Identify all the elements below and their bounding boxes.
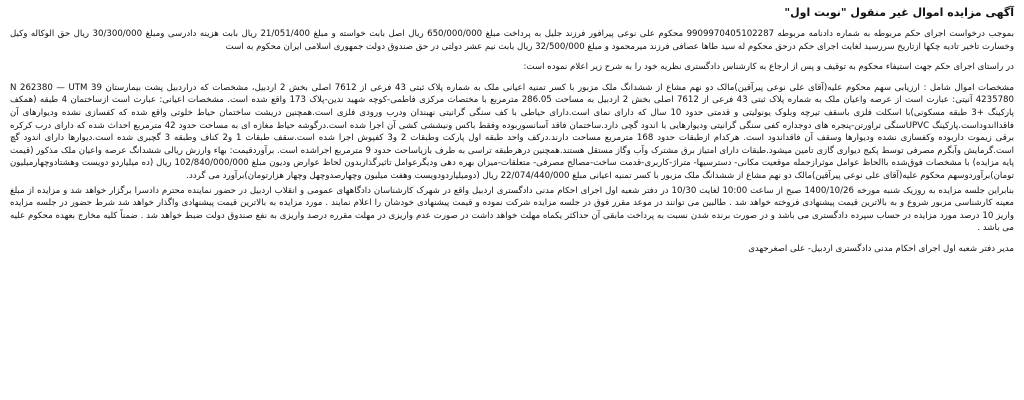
notice-paragraph-property: مشخصات اموال شامل : ارزیابی سهم محکوم علیه(آقای علی نوعی پیرآقین)مالک دو نهم مشاع از ششدانگ ملک مزبور با کسر تمنیه اعیانی ملک به شماره پلاک ثبتی 43 فرعی از 7612 اصلی بخش 2 اردبیل، مشخصات که دراردبیل پشت بیمارستان 39 N 262380 — UTM 4235780 آنیتی: عبارت است از عرصه واعیان ملک به شماره پلاک ثبتی 43 فرعی از 7612 اصلی بخش 2 اردبیل به مساحت 286.05 مترمربع با مختصات مرکزی فاطمی-کوچه شهید ندین-پلاک 173 واقع شده است. مشخصات اعیانی: عبارت است ازساختمان 4 طبقه (همکف پارکینگ +3 طبقه مسکونی)با اسکلت فلزی باسقف تیرچه وبلوک یونولیتی و قدمتی حدود 10 سال که دارای نمای است.دارای حیاطی با کف سنگی گرانیتی نهبندان ودرب ورودی فلزی است.همچنین دریشت ساختمان حیاط خلوتی واقع شده که کفسازی نشده ودیوارهای آن فاقدااندوداست.پارکینگ UPVCسنگی تراورتن-پنجره های دوجداره کفی سنگی گرانیتی ودیوارهایی با اندود گچی دارد.ساختمان فاقد آسانسوربوده وفقط باکس ونیششی کشی آن اجرا شده است.درگوشه حیاط مغازه ای به مساحت حدود 42 مترمربع احداث شده که دارای درب کرکره برقی زیموت داربوده وکفسازی نشده ودیوارها وسقف آن فاقداندود است. هرکدام ازطبقات حدود 168 مترمربع مساحت دارند.درکف واحد طبقه اول پارکت وطبقات 2 و3 کفپوش اجرا شده است.سقف طبقات 1 و2 کناف وطبقه 3 گچبری شده است.دیوارها دارای اندود گچ است.گرمایش وآبگرم مصرفی توسط پکیج دیواری گازی تامین میشود.طبقات دارای امتیاز برق مشترک وآب وگاز مستقل هستند.همچنین درهرطبقه تراسی به طرف بازیاساحت حدود 9 مترمربع اجراشده است. برآوردقیمت: بهاء وارزش ریالی ششدانگ عرصه واعیان ملک مذکور (قیمت پایه مزایده) با مشخصات فوق‌شده باالحاظ عوامل موثرازجمله موقعیت مکانی- دسترسیها- متراژ-کاربری-قدمت ساخت-مصالح مصرفی- متعلقات-میزان بهره دهی ودیگرعوامل تاثیرگذاربدون لحاظ عوارض ودیون مبلغ 102/840/000/000 ریال (ده میلیاردو دویست وهشتادوچهارمیلیون تومان)برآوردوسهم محکوم علیه(آقای علی نوعی پیرآقین)مالک دو نهم مشاع از ششدانگ ملک مزبور با کسر تمنیه اعیانی مبلغ 22/074/440/000 ریال (دومیلیاردودویست وهفت میلیون وچهارصدوچهل وچهار هزارتومان)برآورد می گردد. [10,82,1015,181]
notice-signature: مدیر دفتر شعبه اول اجرای احکام مدنی دادگستری اردبیل- علی اصغرجهدی [748,243,1014,254]
notice-paragraph-request: بموجب درخواست اجرای حکم مربوطه به شماره دادنامه مربوطه 9909970405102287 محکوم علی نوعی پیرافور فرزند جلیل به پرداخت مبلغ 650/000/000 ریال اصل بابت خواسته و مبلغ 21/051/400 ریال بابت هزینه دادرسی ومبلغ 30/300/000 ریال حق الوکاله وکیل وخسارت تاخیر تادیه چکها ازتاریخ سررسید لغایت اجرای حکم درحق محکوم له سید طاها عصافی فرزند میرمحمود و مبلغ 32/500/000 ریال بابت نیم عشر دولتی در حق صندوق دولت جمهوری اسلامی ایران محکوم به است [10,29,1014,52]
notice-title: آگهی مزایده اموال غیر منقول "نوبت اول" [784,6,1014,19]
notice-paragraph-expert: در راستای اجرای حکم جهت استیفاء محکوم به توقیف و پس از ارجاع به کارشناس دادگستری نظریه خود را به شرح زیر اعلام نموده است: [523,62,1014,73]
notice-paragraph-session: بنابراین جلسه مزایده به روزیک شنبه مورخه 1400/10/26 صبح از ساعت 10:00 لغایت 10/30 در دفتر شعبه اول اجرای احکام مدنی دادگستری اردبیل واقع در شهرک کارشناسان دادگاههای عمومی و انقلاب اردبیل در حضور نماینده محترم دادسرا برگزار خواهد شد و مزایده از مبلغ معینه کارشناسی مزبور شروع و به بالاترین قیمت پیشنهادی فروخته خواهد شد . طالبین می توانند در موعد مقرر فوق در جلسه مزایده شرکت نموده و قیمت پیشنهادی خودشان را اعلام نمایند . مورد مزایده به بالاترین قیمت پیشنهادی واگذار خواهد شد شرط حضور در جلسه مزایده واریز 10 درصد مورد مزایده در حساب سپرده دادگستری می باشد و در صورت برنده شدن نسبت به پرداخت مابقی آن حداکثر یکماه مهلت خواهد داشت در صورت عدم واریزی در مهلت مقرره درصد واریزی به نفع صندوق دولت ضبط خواهد شد . ضمناً کلیه مخارج بعهده محکوم علیه می باشد . [10,185,1014,234]
